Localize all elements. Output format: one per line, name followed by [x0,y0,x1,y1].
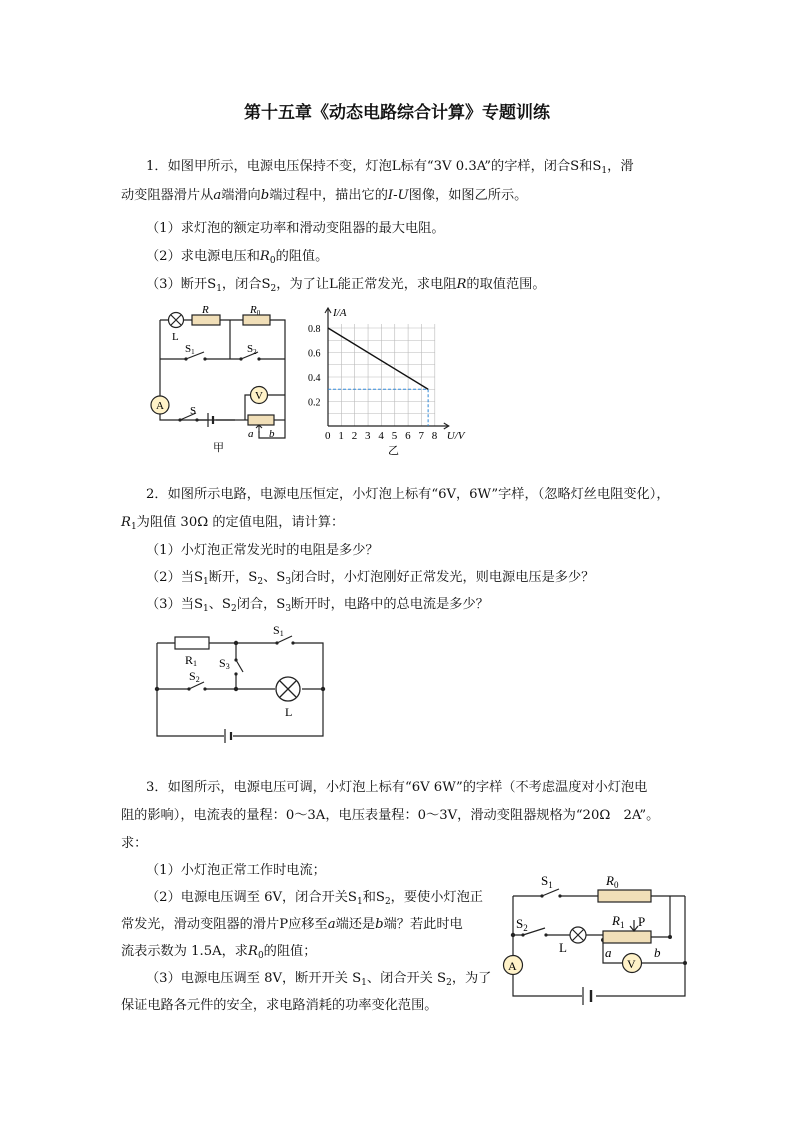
lamp-L [276,677,300,701]
series-line [328,328,428,389]
ammeter [504,956,523,975]
lamp-L [169,313,184,328]
svg-text:V: V [627,957,636,971]
svg-text:R1: R1 [185,653,198,668]
x-tick-label: 1 [338,430,344,442]
y-tick-label: 0.8 [308,324,321,335]
svg-text:R1: $R_1$ [612,913,625,930]
switch-S1 [275,636,294,645]
svg-text:S2: S2 [247,343,257,356]
circuit-diagram-1 [140,298,300,458]
q3-line-3: 求： [121,836,148,851]
svg-text:L: L [285,705,293,719]
svg-text:S1: S1 [273,623,284,638]
x-axis-label: U/V [446,430,465,442]
q1-part-1: （1）求灯泡的额定功率和滑动变阻器的最大电阻。 [146,221,445,236]
q1-part-2: （2）求电源电压和$R_0$的阻值。 [146,249,329,266]
q3-line-1: 3．如图所示，电源电压可调，小灯泡上标有“6V 6W”的字样（不考虑温度对小灯泡电 [146,780,648,795]
svg-text:S2: S2 [189,669,200,684]
switch-S3 [234,658,243,675]
svg-text:R0: $R_0$ [606,873,619,890]
q3-part-2-line-1: （2）电源电压调至 6V，闭合开关$S_1$和$S_2$，要使小灯泡正 [146,890,483,907]
voltmeter [623,954,642,973]
svg-text:a: a [605,945,612,960]
chart-title: 乙 [388,445,399,457]
svg-text:S1: S1 [185,343,195,356]
q2-part-1: （1）小灯泡正常发光时的电阻是多少？ [146,543,379,558]
svg-text:L: L [559,940,567,955]
q2-part-3: （3）当$S_1$、$S_2$闭合，$S_3$断开时，电路中的总电流是多少？ [146,597,489,614]
lamp-L [570,927,586,943]
svg-text:S3: S3 [219,656,230,671]
q1-part-3: （3）断开$S_1$，闭合$S_2$，为了让L能正常发光，求电阻R的取值范围。 [146,277,546,294]
ammeter [151,396,169,414]
q2-part-2: （2）当$S_1$断开，$S_2$、$S_3$闭合时，小灯泡刚好正常发光，则电源电压是多少？ [146,570,595,587]
battery [197,413,235,427]
svg-text:A: A [156,400,164,412]
svg-text:a: a [248,428,254,440]
x-tick-label: 2 [351,430,358,442]
x-tick-label: 7 [418,430,424,442]
q1-line-1: 1．如图甲所示，电源电压保持不变，灯泡L标有“3V 0.3A”的字样，闭合S和$S_1$，滑 [146,159,634,176]
svg-text:V: V [255,390,263,402]
y-tick-label: 0.4 [308,373,321,384]
x-tick-label: 0 [325,430,331,442]
svg-text:R0: R0 [250,304,261,317]
y-tick-label: 0.2 [308,397,321,409]
voltmeter [251,387,268,404]
resistor-R [192,315,220,325]
x-tick-label: 8 [431,430,438,442]
circuit-diagram-2 [150,620,330,745]
iu-graph [300,298,480,458]
page-title: 第十五章《动态电路综合计算》专题训练 [244,103,550,123]
y-axis-label: I/A [333,307,347,319]
svg-text:L: L [172,331,179,343]
x-tick-label: 6 [405,430,411,442]
x-tick-label: 5 [391,430,398,442]
q1-line-2: 动变阻器滑片从a端滑向b端过程中，描出它的I-U图像，如图乙所示。 [121,188,528,203]
x-tick-label: 4 [378,430,384,442]
q2-line-1: 2．如图所示电路，电源电压恒定，小灯泡上标有“6V，6W”字样，（忽略灯丝电阻变化）， [146,487,670,502]
rheostat [235,415,285,433]
svg-text:b: b [654,945,661,960]
battery [583,987,591,1005]
battery [225,729,231,743]
q3-part-2-line-3: 流表示数为 1.5A，求$R_0$的阻值； [121,944,317,961]
q3-line-2: 阻的影响），电流表的量程：0～3A，电压表量程：0～3V，滑动变阻器规格为“20Ω 2A”。 [121,808,660,823]
svg-text:S2: $S_2$ [516,916,528,933]
svg-text:S: S [190,405,197,417]
svg-text:b: b [269,428,275,440]
q3-part-1: （1）小灯泡正常工作时电流； [146,863,326,878]
q3-part-3-line-1: （3）电源电压调至 8V，断开开关 $S_1$、闭合开关 $S_2$，为了 [146,971,492,988]
svg-text:R: R [202,304,209,316]
circuit-diagram-3 [495,865,695,1015]
q2-line-2: $R_1$为阻值 30Ω 的定值电阻，请计算： [121,515,345,532]
x-tick-label: 3 [365,430,371,442]
resistor-R0 [598,890,651,902]
switch-S1 [540,889,561,898]
svg-text:A: A [508,959,517,973]
q3-part-2-line-2: 常发光，滑动变阻器的滑片P应移至a端还是b端？若此时电 [121,917,463,932]
y-tick-label: 0.6 [308,348,321,360]
svg-text:甲: 甲 [213,442,224,454]
svg-text:P: P [638,914,646,929]
svg-text:S1: $S_1$ [541,873,553,890]
q3-part-3-line-2: 保证电路各元件的安全，求电路消耗的功率变化范围。 [121,998,438,1013]
resistor-R1 [175,637,209,649]
